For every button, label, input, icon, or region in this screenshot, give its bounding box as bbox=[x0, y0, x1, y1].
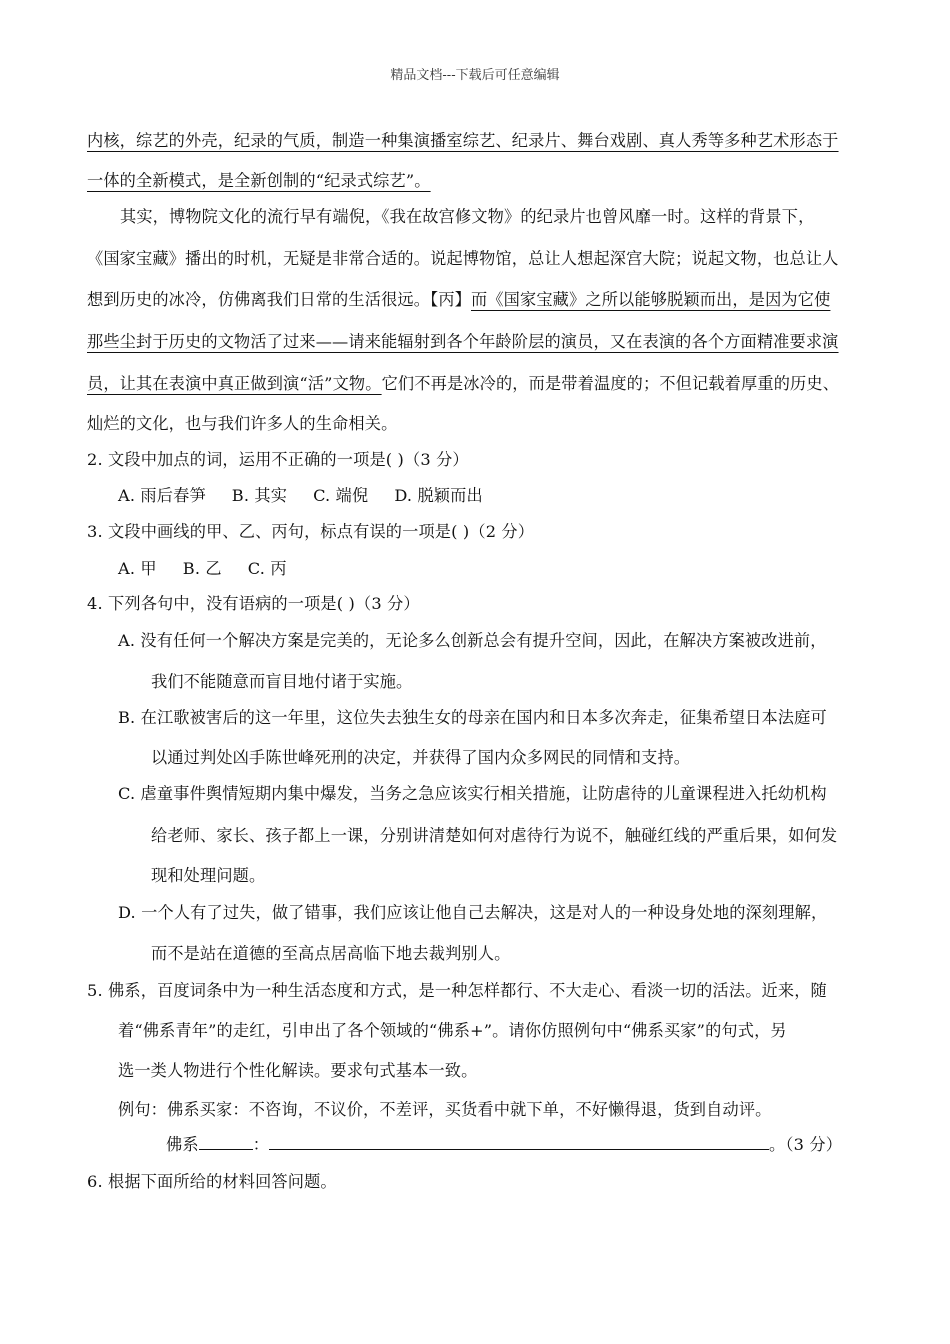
option[interactable]: B. 乙 bbox=[182, 559, 222, 578]
option-d-cont: 而不是站在道德的至高点居高临下地去裁判别人。 bbox=[151, 944, 511, 963]
passage-line: 那些尘封于历史的文物活了过来——请来能辐射到各个年龄阶层的演员，又在表演的各个方面精准要求演 bbox=[87, 332, 839, 351]
option-a[interactable]: A. 没有任何一个解决方案是完美的，无论多么创新总会有提升空间，因此，在解决方案被改进前， bbox=[118, 631, 827, 650]
option[interactable]: C. 端倪 bbox=[313, 486, 369, 505]
question-stem: 2. 文段中加点的词，运用不正确的一项是( )（3 分） bbox=[87, 450, 469, 469]
example-sentence: 例句：佛系买家：不咨询，不议价，不差评，买货看中就下单，不好懒得退，货到自动评。 bbox=[118, 1100, 772, 1119]
passage-text: 想到历史的冰冷，仿佛离我们日常的生活很远。【丙】 bbox=[87, 290, 471, 309]
option-row bbox=[118, 555, 287, 579]
option-d[interactable]: D. 一个人有了过失，做了错事，我们应该让他自己去解决，这是对人的一种设身处地的深刻理解， bbox=[118, 903, 828, 922]
passage-line bbox=[87, 370, 839, 394]
option-b[interactable]: B. 在江歌被害后的这一年里，这位失去独生女的母亲在国内和日本多次奔走，征集希望日本法庭可 bbox=[118, 708, 827, 727]
option[interactable]: A. 甲 bbox=[118, 559, 157, 578]
option-row bbox=[118, 482, 483, 506]
page-header: 精品文档---下载后可任意编辑 bbox=[390, 68, 560, 83]
option-c-cont: 现和处理问题。 bbox=[151, 866, 266, 885]
passage-text: 它们不再是冰冷的，而是带着温度的；不但记载着厚重的历史、 bbox=[381, 374, 840, 393]
option-b-cont: 以通过判处凶手陈世峰死刑的决定，并获得了国内众多网民的同情和支持。 bbox=[151, 748, 691, 767]
option[interactable]: D. 脱颖而出 bbox=[394, 486, 483, 505]
fill-suffix: 。（3 分） bbox=[769, 1135, 843, 1154]
option[interactable]: C. 丙 bbox=[247, 559, 287, 578]
fill-colon: ： bbox=[252, 1135, 270, 1154]
passage-line: 内核，综艺的外壳，纪录的气质，制造一种集演播室综艺、纪录片、舞台戏剧、真人秀等多种艺术形态于 bbox=[87, 131, 839, 150]
fill-in-row bbox=[166, 1131, 842, 1155]
underlined-sentence: 员，让其在表演中真正做到演“活”文物。 bbox=[87, 374, 382, 393]
question-stem: 3. 文段中画线的甲、乙、丙句，标点有误的一项是( )（2 分） bbox=[87, 522, 535, 541]
underlined-sentence-bing: 而《国家宝藏》之所以能够脱颖而出，是因为它使 bbox=[471, 290, 831, 309]
option[interactable]: B. 其实 bbox=[231, 486, 288, 505]
option-c[interactable]: C. 虐童事件舆情短期内集中爆发，当务之急应该实行相关措施，让防虐待的儿童课程进入托幼机构 bbox=[118, 784, 827, 803]
question-stem: 5. 佛系，百度词条中为一种生活态度和方式，是一种怎样都行、不大走心、看淡一切的活法。近来，随 bbox=[87, 981, 827, 1000]
option-c-cont: 给老师、家长、孩子都上一课，分别讲清楚如何对虐待行为说不，触碰红线的严重后果，如何发 bbox=[151, 826, 838, 845]
passage-line bbox=[87, 286, 830, 310]
passage-line: 《国家宝藏》播出的时机，无疑是非常合适的。说起博物馆，总让人想起深宫大院；说起文物，也总让人 bbox=[87, 249, 839, 268]
question-stem-cont: 着“佛系青年”的走红，引申出了各个领域的“佛系+”。请你仿照例句中“佛系买家”的句式，另 bbox=[118, 1021, 787, 1040]
question-stem: 4. 下列各句中，没有语病的一项是( )（3 分） bbox=[87, 594, 420, 613]
option[interactable]: A. 雨后春笋 bbox=[118, 486, 206, 505]
question-stem: 6. 根据下面所给的材料回答问题。 bbox=[87, 1172, 337, 1191]
option-a-cont: 我们不能随意而盲目地付诸于实施。 bbox=[151, 672, 413, 691]
passage-line: 其实，博物院文化的流行早有端倪，《我在故宫修文物》的纪录片也曾风靡一时。这样的背景下， bbox=[120, 207, 815, 226]
fill-prefix: 佛系 bbox=[166, 1135, 199, 1154]
blank-answer[interactable] bbox=[269, 1135, 769, 1150]
passage-line: 灿烂的文化，也与我们许多人的生命相关。 bbox=[87, 414, 398, 433]
question-stem-cont: 选一类人物进行个性化解读。要求句式基本一致。 bbox=[118, 1061, 478, 1080]
blank-category[interactable] bbox=[199, 1135, 253, 1150]
passage-line: 一体的全新模式，是全新创制的“纪录式综艺”。 bbox=[87, 171, 431, 190]
